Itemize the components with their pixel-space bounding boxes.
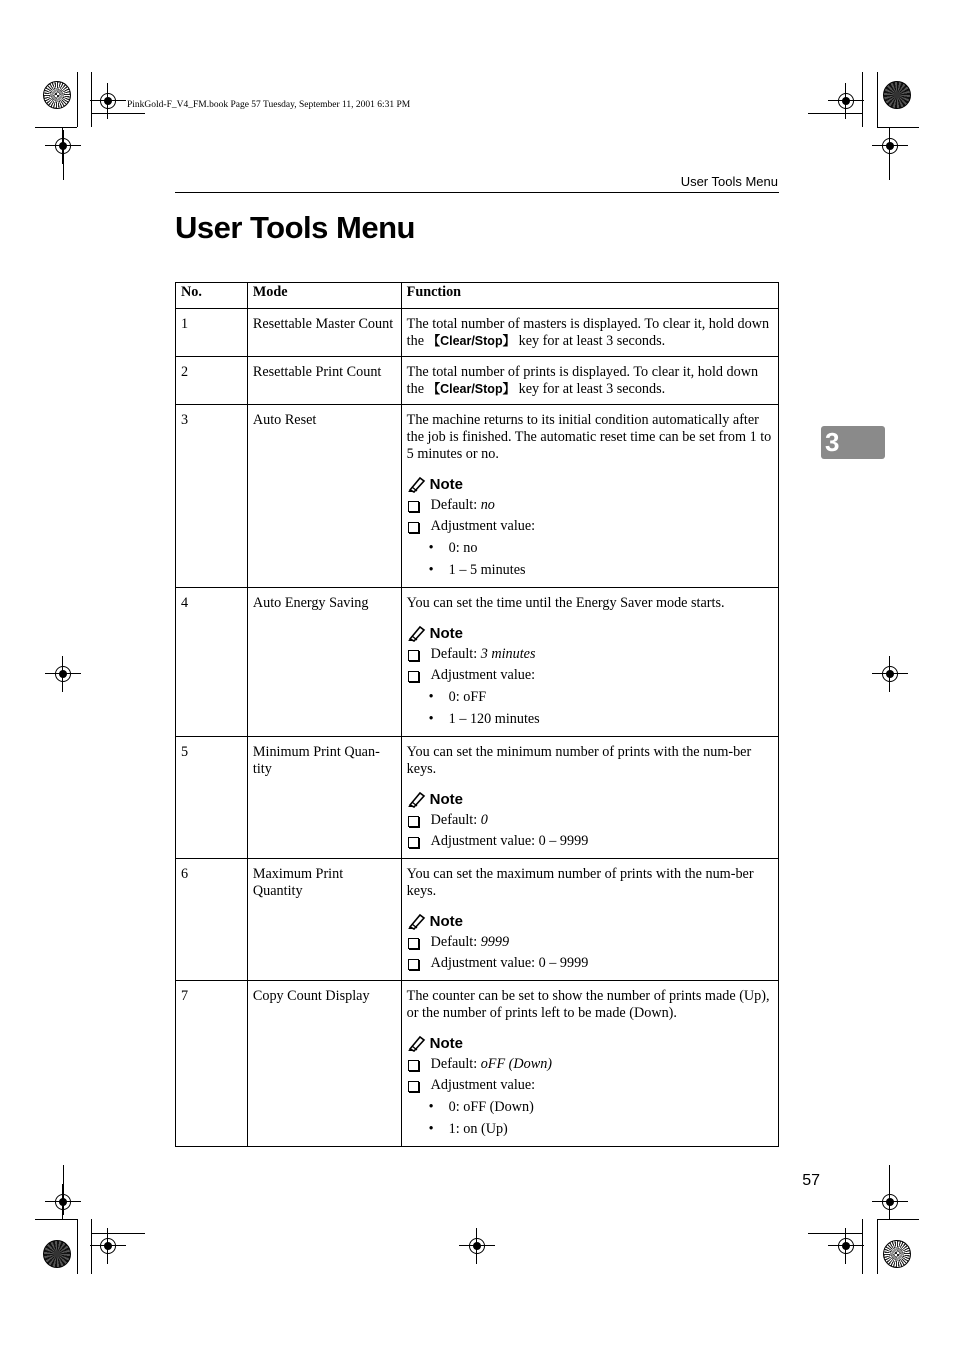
row-function (401, 737, 778, 859)
default-value: 0 (480, 812, 488, 828)
checkbox-bullet-icon (408, 938, 419, 949)
function-text: The total number of masters is displayed. To clear it, hold down the (406, 316, 770, 349)
pencil-note-icon (407, 791, 426, 808)
color-wheel-mark-bottom-left (43, 1240, 71, 1268)
checkbox-bullet-icon (408, 959, 419, 970)
row-mode: Resettable Print Count (247, 357, 401, 405)
registration-mark-icon (98, 91, 118, 111)
page-title: User Tools Menu (175, 210, 415, 245)
option-item: • 1: on (Up) (428, 1121, 508, 1137)
default-value: 3 minutes (480, 646, 536, 662)
row-number: 1 (176, 309, 248, 357)
function-text: The counter can be set to show the number of prints made (Up), or the number of prints left to be made (Down). (406, 988, 770, 1021)
registration-mark-icon (467, 1236, 487, 1256)
function-text: key for at least 3 seconds. (515, 333, 666, 349)
header-mode: Mode (247, 283, 401, 309)
note-heading: Note (407, 913, 773, 930)
row-number: 2 (176, 357, 248, 405)
note-item: Adjustment value: 0 – 9999 (407, 833, 773, 850)
pencil-note-icon (407, 1035, 426, 1052)
row-function (401, 859, 778, 981)
checkbox-bullet-icon (408, 1081, 419, 1092)
table-row (176, 859, 779, 981)
note-heading: Note (407, 1035, 773, 1052)
table-row (176, 405, 779, 588)
row-mode: Maximum Print Quantity (247, 859, 401, 981)
table-row (176, 309, 779, 357)
registration-mark-icon (53, 664, 73, 684)
row-function (401, 588, 778, 737)
table-header-row (176, 283, 779, 309)
row-mode: Auto Reset (247, 405, 401, 588)
table-row (176, 737, 779, 859)
color-wheel-mark-top-right (883, 81, 911, 109)
user-tools-table (175, 282, 779, 1147)
row-function (401, 357, 778, 405)
function-text: You can set the time until the Energy Saver mode starts. (406, 595, 725, 611)
option-item: • 0: no (428, 540, 478, 556)
color-wheel-mark-top-left (43, 81, 71, 109)
registration-mark-icon (98, 1236, 118, 1256)
option-item: • 1 – 5 minutes (428, 562, 526, 578)
note-heading: Note (407, 476, 773, 493)
chapter-tab: 3 (821, 426, 885, 459)
page-number: 57 (802, 1172, 820, 1189)
checkbox-bullet-icon (408, 671, 419, 682)
note-item: Default: 0 (407, 812, 773, 829)
registration-mark-icon (836, 1236, 856, 1256)
row-function (401, 405, 778, 588)
note-item: Adjustment value: 0 – 9999 (407, 955, 773, 972)
row-mode: Copy Count Display (247, 981, 401, 1147)
note-item: Adjustment value: (407, 1077, 773, 1094)
registration-mark-icon (53, 1192, 73, 1212)
default-value: no (480, 497, 495, 513)
checkbox-bullet-icon (408, 816, 419, 827)
clear-stop-key: 【Clear/Stop】 (427, 334, 516, 348)
note-heading: Note (407, 625, 773, 642)
registration-mark-icon (880, 136, 900, 156)
note-item: Adjustment value: (407, 518, 773, 535)
row-mode: Auto Energy Saving (247, 588, 401, 737)
row-number: 4 (176, 588, 248, 737)
row-number: 6 (176, 859, 248, 981)
function-text: key for at least 3 seconds. (515, 381, 666, 397)
note-item: Default: 3 minutes (407, 646, 773, 663)
option-item: • 0: oFF (Down) (428, 1099, 534, 1115)
pencil-note-icon (407, 913, 426, 930)
row-number: 3 (176, 405, 248, 588)
default-value: oFF (Down) (480, 1056, 553, 1072)
note-item: Default: 9999 (407, 934, 773, 951)
option-item: • 1 – 120 minutes (428, 711, 540, 727)
pencil-note-icon (407, 625, 426, 642)
checkbox-bullet-icon (408, 522, 419, 533)
note-item: Default: oFF (Down) (407, 1056, 773, 1073)
row-function (401, 981, 778, 1147)
registration-mark-icon (53, 136, 73, 156)
note-item: Default: no (407, 497, 773, 514)
row-mode: Resettable Master Count (247, 309, 401, 357)
row-number: 7 (176, 981, 248, 1147)
header-rule (175, 192, 779, 193)
function-text: The total number of prints is displayed. To clear it, hold down the (406, 364, 759, 397)
table-row (176, 588, 779, 737)
header-no: No. (176, 283, 248, 309)
note-item: Adjustment value: (407, 667, 773, 684)
color-wheel-mark-bottom-right (883, 1240, 911, 1268)
pencil-note-icon (407, 476, 426, 493)
checkbox-bullet-icon (408, 501, 419, 512)
row-mode: Minimum Print Quan-tity (247, 737, 401, 859)
table-row (176, 357, 779, 405)
table-row (176, 981, 779, 1147)
registration-mark-icon (880, 1192, 900, 1212)
checkbox-bullet-icon (408, 1060, 419, 1071)
checkbox-bullet-icon (408, 650, 419, 661)
registration-mark-icon (880, 664, 900, 684)
function-text: You can set the maximum number of prints with the num-ber keys. (406, 866, 754, 899)
registration-mark-icon (836, 91, 856, 111)
function-text: You can set the minimum number of prints with the num-ber keys. (406, 744, 752, 777)
header-function: Function (401, 283, 778, 309)
default-value: 9999 (480, 934, 510, 950)
checkbox-bullet-icon (408, 837, 419, 848)
clear-stop-key: 【Clear/Stop】 (427, 382, 516, 396)
function-text: The machine returns to its initial condition automatically after the job is finished. The automatic reset time can be set from 1 to 5 minutes or no. (406, 412, 772, 462)
option-item: • 0: oFF (428, 689, 487, 705)
note-heading: Note (407, 791, 773, 808)
running-head: User Tools Menu (680, 174, 778, 189)
file-info: PinkGold-F_V4_FM.book Page 57 Tuesday, September 11, 2001 6:31 PM (127, 100, 411, 110)
row-number: 5 (176, 737, 248, 859)
row-function (401, 309, 778, 357)
